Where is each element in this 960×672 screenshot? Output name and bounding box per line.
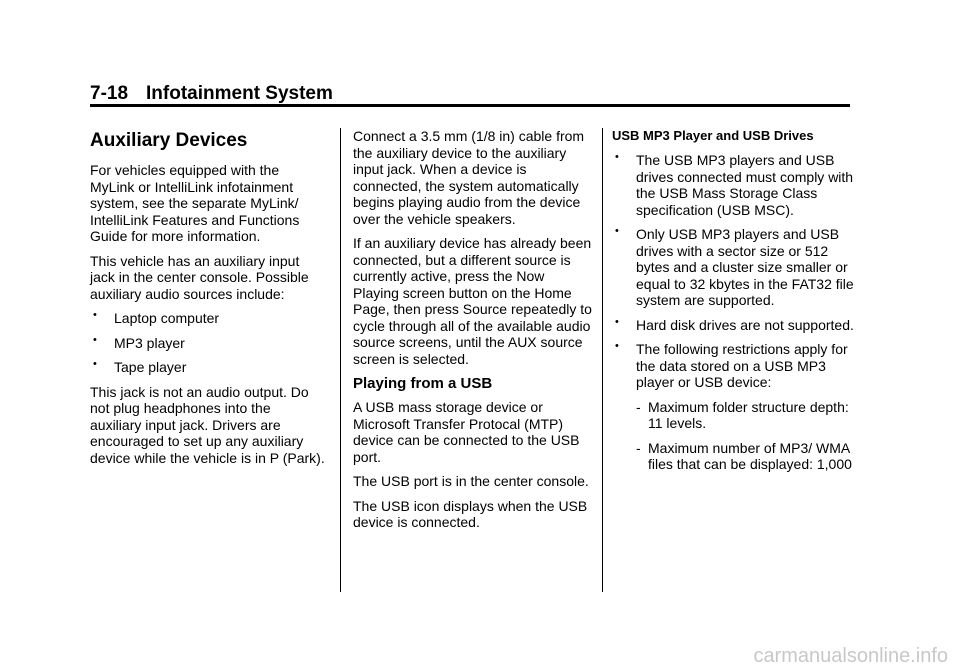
page-header [90, 82, 850, 106]
paragraph: For vehicles equipped with the MyLink or IntelliLink infotainment system, see the separate MyLink/ IntelliLink Features and Functions Guide for more information. [90, 162, 300, 244]
list-item [612, 341, 857, 391]
section-title: Infotainment System [146, 83, 333, 104]
paragraph: This jack is not an audio output. Do not plug headphones into the auxiliary input jack. Drivers are encouraged to set up any auxiliary device while the vehicle is in P (Park). [90, 383, 325, 466]
list-item: • Hard disk drives are not supported. [612, 317, 857, 334]
list-item: • The USB MP3 players and USB drives connected must comply with the USB Mass Storage Class specification (USB MSC). [612, 152, 857, 218]
watermark: carmanualsonline.info [753, 645, 948, 667]
column-1 [90, 128, 325, 474]
header-rule [90, 104, 850, 107]
paragraph: This vehicle has an auxiliary input jack in the center console. Possible auxiliary audio sources include: [90, 252, 309, 302]
page-number: 7-18 [90, 83, 129, 104]
subsection-heading: Playing from a USB [353, 375, 493, 392]
bullet-list [90, 310, 325, 376]
section-heading: Auxiliary Devices [90, 130, 248, 151]
column-3 [612, 128, 857, 481]
dash-list [612, 399, 857, 473]
bullet-list [612, 152, 857, 391]
column-divider-1 [340, 128, 341, 592]
list-item: • Only USB MP3 players and USB drives with a sector size or 512 bytes and a cluster size smaller or equal to 32 kbytes in the FAT32 file system are supported. [612, 226, 857, 309]
list-item: • MP3 player [90, 335, 325, 352]
column-2 [353, 128, 593, 539]
column-divider-2 [602, 128, 603, 592]
list-item-text: The following restrictions apply for the data stored on a USB MP3 player or USB device: [636, 341, 848, 390]
run-in-heading: USB MP3 Player and USB Drives [612, 128, 814, 143]
list-item: - Maximum folder structure depth: 11 levels. [612, 399, 857, 432]
list-item: • Laptop computer [90, 310, 325, 327]
list-item: • Tape player [90, 359, 325, 376]
paragraph: The USB port is in the center console. [353, 473, 589, 489]
paragraph: A USB mass storage device or Microsoft Transfer Protocal (MTP) device can be connected to the USB port. [353, 399, 580, 465]
paragraph: The USB icon displays when the USB device is connected. [353, 497, 588, 530]
header-title [90, 83, 333, 104]
paragraph: If an auxiliary device has already been connected, but a different source is currently active, press the Now Playing screen button on the Home Page, then press Source repeatedly to cycle through all of the available audio source screens, until the AUX source screen is selected. [353, 235, 592, 367]
paragraph: Connect a 3.5 mm (1/8 in) cable from the auxiliary device to the auxiliary input jack. When a device is connected, the system automatically begins playing audio from the device over the vehicle speakers. [353, 128, 585, 227]
list-item: - Maximum number of MP3/ WMA files that can be displayed: 1,000 [612, 440, 857, 473]
